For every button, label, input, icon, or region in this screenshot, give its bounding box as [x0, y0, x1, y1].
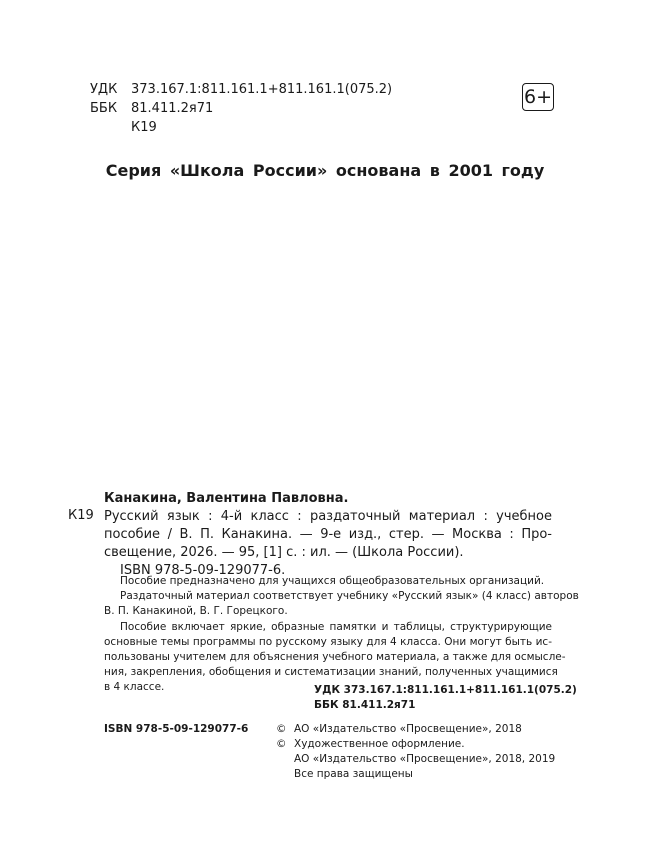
bbk-value: 81.411.2я71 — [131, 101, 214, 116]
footer-udk: УДК 373.167.1:811.161.1+811.161.1(075.2) — [314, 684, 577, 696]
classification-codes — [90, 80, 392, 137]
series-note: Серия «Школа России» основана в 2001 году — [105, 161, 545, 180]
catalog-author: Канакина, Валентина Павловна. — [104, 491, 349, 506]
annotation — [104, 574, 579, 696]
catalog-isbn: ISBN 978-5-09-129077-6. — [120, 563, 286, 578]
annotation-line: пользованы учителем для объяснения учебного материала, а также для осмысле- — [104, 651, 566, 664]
copyright-row — [276, 737, 555, 752]
author-mark: К19 — [131, 120, 157, 135]
biblio-line: свещение, 2026. — 95, [1] с. : ил. — (Школа России). — [104, 545, 464, 560]
annotation-line: Пособие включает яркие, образные памятки и таблицы, структурирующие — [120, 620, 552, 633]
footer-bbk: ББК 81.411.2я71 — [314, 699, 416, 711]
copyright-text: Художественное оформление. — [294, 738, 465, 750]
copyright-block — [276, 722, 555, 782]
copyright-row — [276, 767, 555, 782]
annotation-line: Пособие предназначено для учащихся общеобразовательных организаций. — [120, 575, 545, 587]
biblio-line: пособие / В. П. Канакина. — 9-е изд., стер. — Москва : Про- — [104, 527, 552, 542]
bibliographic-description — [104, 508, 552, 580]
copyright-icon: © — [276, 723, 287, 735]
rights-reserved: Все права защищены — [294, 768, 413, 780]
udk-value: 373.167.1:811.161.1+811.161.1(075.2) — [131, 82, 393, 97]
annotation-line: Раздаточный материал соответствует учебнику «Русский язык» (4 класс) авторов — [120, 590, 579, 603]
footer-isbn: ISBN 978-5-09-129077-6 — [104, 723, 249, 735]
annotation-line: в 4 классе. — [104, 681, 165, 694]
copyright-text: АО «Издательство «Просвещение», 2018 — [294, 723, 522, 735]
annotation-line: основные темы программы по русскому языку для 4 класса. Они могут быть ис- — [104, 635, 552, 648]
udk-label: УДК — [90, 82, 118, 97]
bbk-row — [90, 99, 392, 118]
bbk-label: ББК — [90, 101, 118, 116]
udk-row — [90, 80, 392, 99]
footer-codes — [314, 683, 577, 713]
annotation-line: В. П. Канакиной, В. Г. Горецкого. — [104, 605, 288, 618]
age-rating-badge: 6+ — [522, 83, 554, 111]
author-mark-row — [90, 118, 392, 137]
annotation-line: ния, закрепления, обобщения и систематизации знаний, полученных учащимися — [104, 666, 558, 679]
copyright-row — [276, 752, 555, 767]
copyright-row — [276, 722, 555, 737]
copyright-text: АО «Издательство «Просвещение», 2018, 2019 — [294, 753, 556, 765]
catalog-mark: К19 — [68, 508, 94, 523]
biblio-line: Русский язык : 4-й класс : раздаточный материал : учебное — [104, 509, 552, 524]
copyright-icon: © — [276, 738, 287, 750]
